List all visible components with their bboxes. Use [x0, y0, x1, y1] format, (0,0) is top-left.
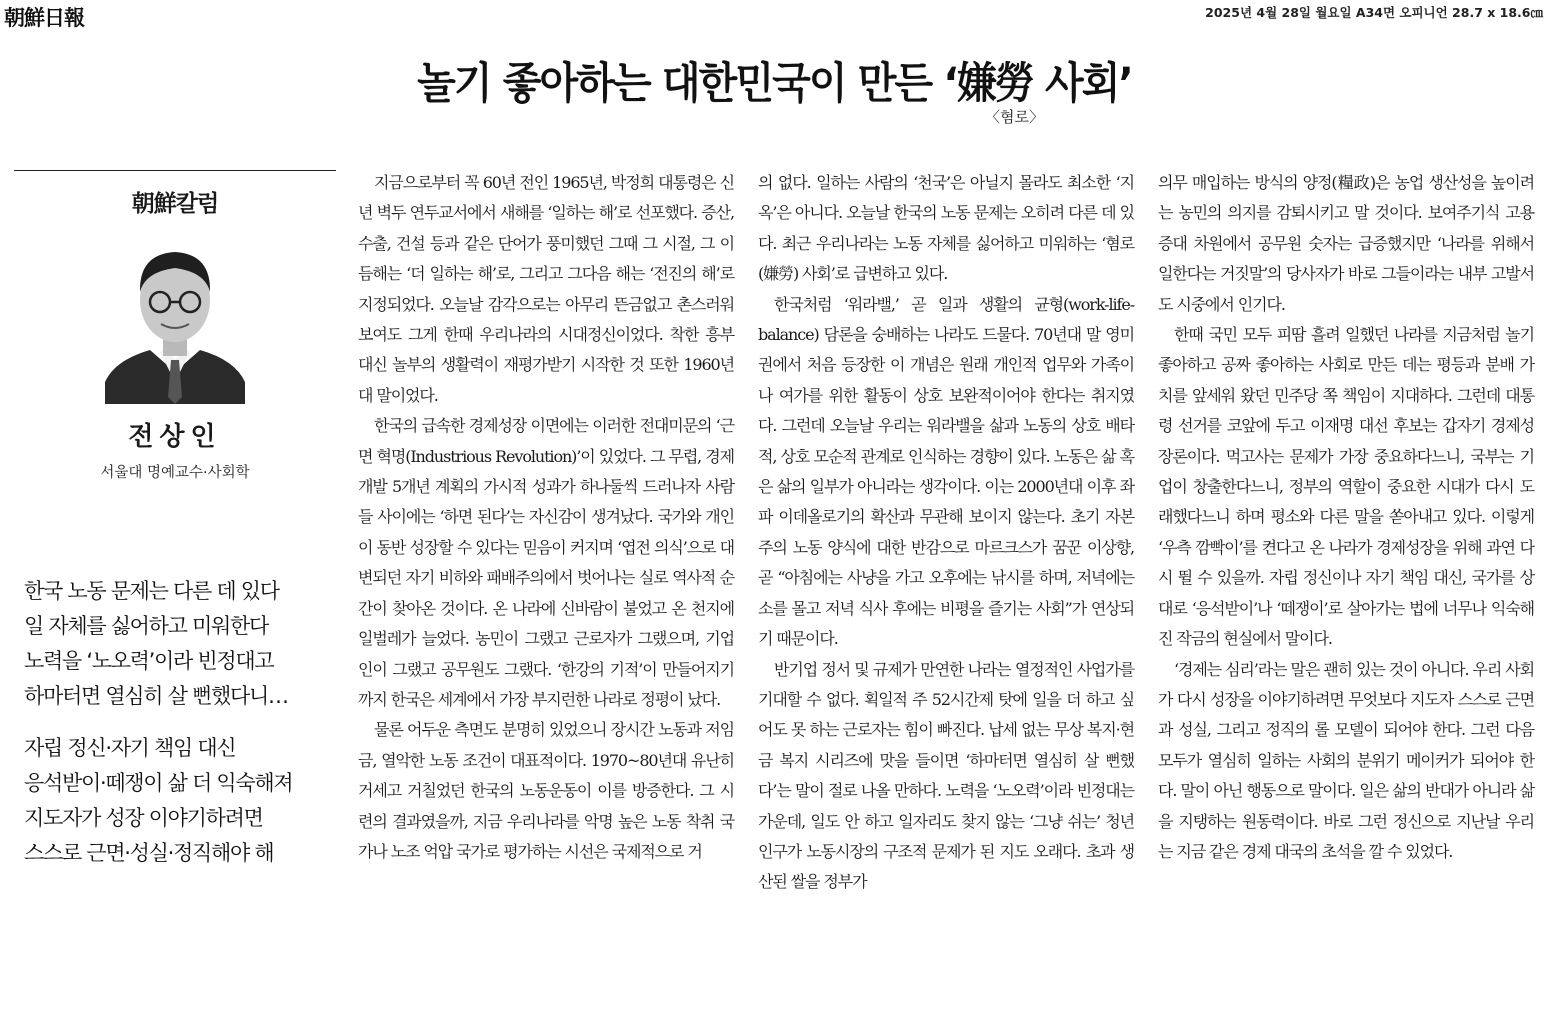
article-column-1	[358, 168, 734, 867]
article-column-2	[758, 168, 1134, 898]
summary-line: 지도자가 성장 이야기하려면	[24, 806, 263, 830]
article-column-3	[1158, 168, 1534, 867]
summary-line: 한국 노동 문제는 다른 데 있다	[24, 579, 279, 603]
summary-line: 자립 정신·자기 책임 대신	[24, 736, 236, 760]
article-paragraph: ‘경제는 심리’라는 말은 괜히 있는 것이 아니다. 우리 사회가 다시 성장을 이야기하려면 무엇보다 지도자 스스로 근면과 성실, 그리고 정직의 롤 모델이 되어야 한다. 그런 다음 모두가 열심히 일하는 사회의 분위기 메이커가 되어야 한다. 말이 아닌 행동으로 말이다. 일은 삶의 반대가 아니라 삶을 지탱하는 원동력이다. 바로 그런 정신으로 지난날 우리는 지금 같은 경제 대국의 초석을 깔 수 있었다.	[1158, 659, 1534, 861]
column-name: 朝鮮칼럼	[131, 191, 219, 217]
publication-meta: 2025년 4월 28일 월요일 A34면 오피니언 28.7 x 18.6㎝	[1205, 5, 1543, 20]
column-sidebar	[14, 170, 336, 482]
author-title: 서울대 명예교수·사회학	[100, 465, 250, 481]
article-paragraph: 한때 국민 모두 피땀 흘려 일했던 나라를 지금처럼 놀기 좋아하고 공짜 좋아하는 사회로 만든 데는 평등과 분배 가치를 앞세워 왔던 민주당 쪽 책임이 지대하다. 그런데 대통령 선거를 코앞에 두고 이재명 대선 후보는 갑자기 경제성장론이다. 먹고사는 문제가 가장 중요하다느니, 국부는 기업이 창출한다느니, 정부의 역할이 중요한 시대가 다시 도래했다느니 하며 평소와 다른 말을 쏟아내고 있다. 이렇게 ‘우측 깜빡이’를 켠다고 온 나라가 경제성장을 위해 과연 다시 뛸 수 있을까. 자립 정신이나 자기 책임 대신, 국가를 상대로 ‘응석받이’나 ‘떼쟁이’로 살아가는 법에 너무나 익숙해진 작금의 현실에서 말이다.	[1158, 325, 1534, 649]
article-paragraph: 물론 어두운 측면도 분명히 있었으니 장시간 노동과 저임금, 열악한 노동 조건이 대표적이다. 1970~80년대 유난히 거세고 거칠었던 한국의 노동운동이 이를 방증한다. 그 시련의 결과였을까, 지금 우리나라를 악명 높은 노동 착취 국가나 노조 억압 국가로 평가하는 시선은 국제적으로 거	[358, 720, 734, 861]
headline-gloss: 〈혐로〉	[985, 108, 1044, 126]
summary-block-2	[24, 731, 340, 871]
summary-line: 응석받이·떼쟁이 삶 더 익숙해져	[24, 771, 293, 795]
summary-line: 노력을 ‘노오력’이라 빈정대고	[24, 649, 274, 673]
author-portrait	[105, 232, 245, 404]
summary-line: 스스로 근면·성실·정직해야 해	[24, 841, 274, 865]
summary-line: 일 자체를 싫어하고 미워한다	[24, 614, 268, 638]
author-name: 전상인	[128, 422, 222, 452]
article-paragraph: 반기업 정서 및 규제가 만연한 나라는 열정적인 사업가를 기대할 수 없다. 획일적 주 52시간제 탓에 일을 더 하고 싶어도 못 하는 근로자는 힘이 빠진다. 납세 없는 무상 복지·현금 복지 시리즈에 맛을 들이면 ‘하마터면 열심히 살 뻔했다’는 말이 절로 나올 만하다. 노력을 ‘노오력’이라 빈정대는 가운데, 일도 안 하고 일자리도 찾지 않는 ‘그냥 쉬는’ 청년 인구가 노동시장의 구조적 문제가 된 지도 오래다. 초과 생산된 쌀을 정부가	[758, 659, 1134, 892]
article-paragraph: 한국의 급속한 경제성장 이면에는 이러한 전대미문의 ‘근면 혁명(Industrious Revolution)’이 있었다. 그 무렵, 경제개발 5개년 계획의 가시적 성과가 하나둘씩 드러나자 사람들 사이에는 ‘하면 된다’는 자신감이 생겨났다. 국가와 개인이 동반 성장할 수 있다는 믿음이 커지며 ‘엽전 의식’으로 대변되던 자기 비하와 패배주의에서 벗어나는 실로 역사적 순간이 찾아온 것이다. 온 나라에 신바람이 불었고 온 천지에 일벌레가 늘었다. 농민이 그랬고 근로자가 그랬으며, 기업인이 그랬고 공무원도 그랬다. ‘한강의 기적’이 만들어지기까지 한국은 세계에서 가장 부지런한 나라로 정평이 났다.	[358, 416, 734, 709]
summary-block-1	[24, 574, 340, 714]
article-headline: 놀기 좋아하는 대한민국이 만든 ‘嫌勞 사회’	[417, 59, 1132, 109]
article-paragraph: 한국처럼 ‘워라밸,’ 곧 일과 생활의 균형(work-life-balance) 담론을 숭배하는 나라도 드물다. 70년대 말 영미권에서 처음 등장한 이 개념은 원래 개인적 업무와 가족이나 여가를 위한 활동이 상호 보완적이어야 한다는 취지였다. 그런데 오늘날 우리는 워라밸을 삶과 노동의 상호 배타적, 상호 모순적 관계로 인식하는 경향이 있다. 노동은 삶 혹은 삶의 일부가 아니라는 생각이다. 이는 2000년대 이후 좌파 이데올로기의 확산과 무관해 보이지 않는다. 초기 자본주의 노동 양식에 대한 반감으로 마르크스가 꿈꾼 이상향, 곧 “아침에는 사냥을 가고 오후에는 낚시를 하며, 저녁에는 소를 몰고 저녁 식사 후에는 비평을 즐기는 사회”가 연상되기 때문이다.	[758, 294, 1134, 649]
summary-line: 하마터면 열심히 살 뻔했다니…	[24, 684, 288, 708]
newspaper-masthead: 朝鮮日報	[4, 5, 84, 30]
article-paragraph: 의무 매입하는 방식의 양정(糧政)은 농업 생산성을 높이려는 농민의 의지를 감퇴시키고 말 것이다. 보여주기식 고용 증대 차원에서 공무원 숫자는 급증했지만 ‘나라를 위해서 일한다는 거짓말’의 당사자가 바로 그들이라는 내부 고발서도 시중에서 인기다.	[1158, 173, 1534, 314]
article-paragraph: 지금으로부터 꼭 60년 전인 1965년, 박정희 대통령은 신년 벽두 연두교서에서 새해를 ‘일하는 해’로 선포했다. 증산, 수출, 건설 등과 같은 단어가 풍미했던 그때 그 시절, 그 이듬해는 ‘더 일하는 해’로, 그리고 그다음 해는 ‘전진의 해’로 지정되었다. 오늘날 감각으로는 아무리 뜬금없고 촌스러워 보여도 그게 한때 우리나라의 시대정신이었다. 착한 흥부 대신 놀부의 생활력이 재평가받기 시작한 것 또한 1960년대 말이었다.	[358, 173, 734, 405]
article-paragraph: 의 없다. 일하는 사람의 ‘천국’은 아닐지 몰라도 최소한 ‘지옥’은 아니다. 오늘날 한국의 노동 문제는 오히려 다른 데 있다. 최근 우리나라는 노동 자체를 싫어하고 미워하는 ‘혐로(嫌勞) 사회’로 급변하고 있다.	[758, 173, 1134, 284]
